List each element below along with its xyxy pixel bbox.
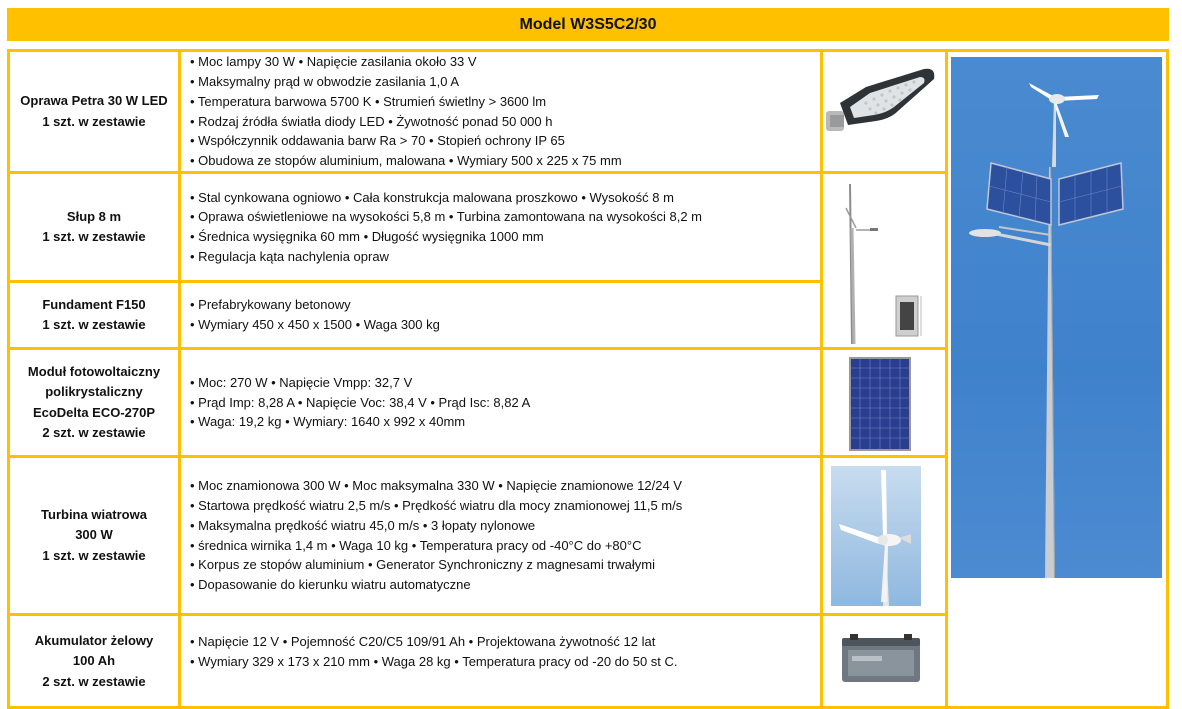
- spec-line: • Napięcie 12 V • Pojemność C20/C5 109/91 Ah • Projektowana żywotność 12 lat: [190, 634, 656, 650]
- spec-line: • Regulacja kąta nachylenia opraw: [190, 248, 389, 264]
- row-label-led-lamp: [10, 52, 178, 171]
- spec-line: • Rodzaj źródła światła diody LED • Żywotność ponad 50 000 h: [190, 113, 553, 129]
- spec-line: • Wymiary 450 x 450 x 1500 • Waga 300 kg: [190, 317, 440, 332]
- component-name: Akumulator żelowy: [34, 632, 154, 648]
- led-lamp-image: [826, 63, 938, 135]
- component-qty: 1 szt. w zestawie: [42, 547, 146, 563]
- installation-photo: [951, 57, 1162, 578]
- row-label-solar-module: [10, 350, 178, 455]
- component-name: EcoDelta ECO-270P: [32, 404, 156, 420]
- battery-image: [840, 634, 922, 684]
- spec-line: • Temperatura barwowa 5700 K • Strumień świetlny > 3600 lm: [190, 93, 547, 109]
- spec-line: • Prefabrykowany betonowy: [190, 297, 351, 313]
- specs-solar-module: [190, 350, 818, 455]
- row-label-foundation: [10, 283, 178, 347]
- spec-line: • Obudowa ze stopów aluminium, malowana • Wymiary 500 x 225 x 75 mm: [190, 152, 622, 168]
- spec-line: • Waga: 19,2 kg • Wymiary: 1640 x 992 x 40mm: [190, 414, 466, 430]
- divider: [178, 49, 181, 709]
- solar-panel-image: [848, 356, 912, 452]
- specs-pole: [190, 174, 818, 280]
- spec-line: • Współczynnik oddawania barw Ra > 70 • Stopień ochrony IP 65: [190, 133, 565, 149]
- component-name: Fundament F150: [42, 296, 146, 312]
- component-qty: 2 szt. w zestawie: [42, 425, 146, 440]
- divider: [820, 49, 823, 709]
- spec-line: • Moc: 270 W • Napięcie Vmpp: 32,7 V: [190, 374, 413, 390]
- spec-line: • Startowa prędkość wiatru 2,5 m/s • Prędkość wiatru dla mocy znamionowej 11,5 m/s: [190, 498, 683, 514]
- pole-and-foundation-image: [826, 178, 941, 344]
- component-name: 300 W: [75, 527, 113, 543]
- spec-line: • Oprawa oświetleniowe na wysokości 5,8 m • Turbina zamontowana na wysokości 8,2 m: [190, 209, 703, 225]
- spec-line: • Stal cynkowana ogniowo • Cała konstrukcja malowana proszkowo • Wysokość 8 m: [190, 189, 674, 205]
- spec-line: • Moc lampy 30 W • Napięcie zasilania około 33 V: [190, 54, 477, 70]
- component-name: Turbina wiatrowa: [41, 506, 147, 522]
- row-label-battery: [10, 616, 178, 707]
- component-qty: 2 szt. w zestawie: [42, 673, 146, 689]
- specs-wind-turbine: [190, 458, 818, 613]
- component-name: Moduł fotowoltaiczny: [27, 363, 161, 379]
- specs-foundation: [190, 283, 818, 347]
- row-label-pole: [10, 174, 178, 280]
- page-title: Model W3S5C2/30: [7, 8, 1169, 41]
- spec-line: • Prąd Imp: 8,28 A • Napięcie Voc: 38,4 V • Prąd Isc: 8,82 A: [190, 394, 531, 410]
- spec-line: • Dopasowanie do kierunku wiatru automatyczne: [190, 576, 471, 592]
- spec-line: • Wymiary 329 x 173 x 210 mm • Waga 28 kg • Temperatura pracy od -20 do 50 st C.: [190, 654, 678, 669]
- component-name: 100 Ah: [72, 653, 116, 669]
- spec-line: • Maksymalny prąd w obwodzie zasilania 1,0 A: [190, 74, 460, 90]
- spec-line: • Korpus ze stopów aluminium • Generator Synchroniczny z magnesami trwałymi: [190, 557, 656, 573]
- wind-turbine-image: [831, 466, 921, 606]
- component-qty: 1 szt. w zestawie: [42, 113, 146, 129]
- spec-line: • Moc znamionowa 300 W • Moc maksymalna 330 W • Napięcie znamionowe 12/24 V: [190, 478, 682, 494]
- spec-line: • Średnica wysięgnika 60 mm • Długość wysięgnika 1000 mm: [190, 229, 544, 244]
- spec-line: • Maksymalna prędkość wiatru 45,0 m/s • 3 łopaty nylonowe: [190, 517, 536, 533]
- divider: [945, 49, 948, 709]
- component-qty: 1 szt. w zestawie: [42, 317, 146, 332]
- spec-line: • średnica wirnika 1,4 m • Waga 10 kg • Temperatura pracy od -40°C do +80°C: [190, 537, 642, 553]
- component-name: polikrystaliczny: [45, 384, 143, 399]
- component-name: Słup 8 m: [66, 208, 122, 224]
- component-name: Oprawa Petra 30 W LED: [20, 93, 168, 108]
- specs-battery: [190, 616, 818, 688]
- component-qty: 1 szt. w zestawie: [42, 229, 146, 244]
- specs-led-lamp: [190, 52, 818, 171]
- row-label-wind-turbine: [10, 458, 178, 613]
